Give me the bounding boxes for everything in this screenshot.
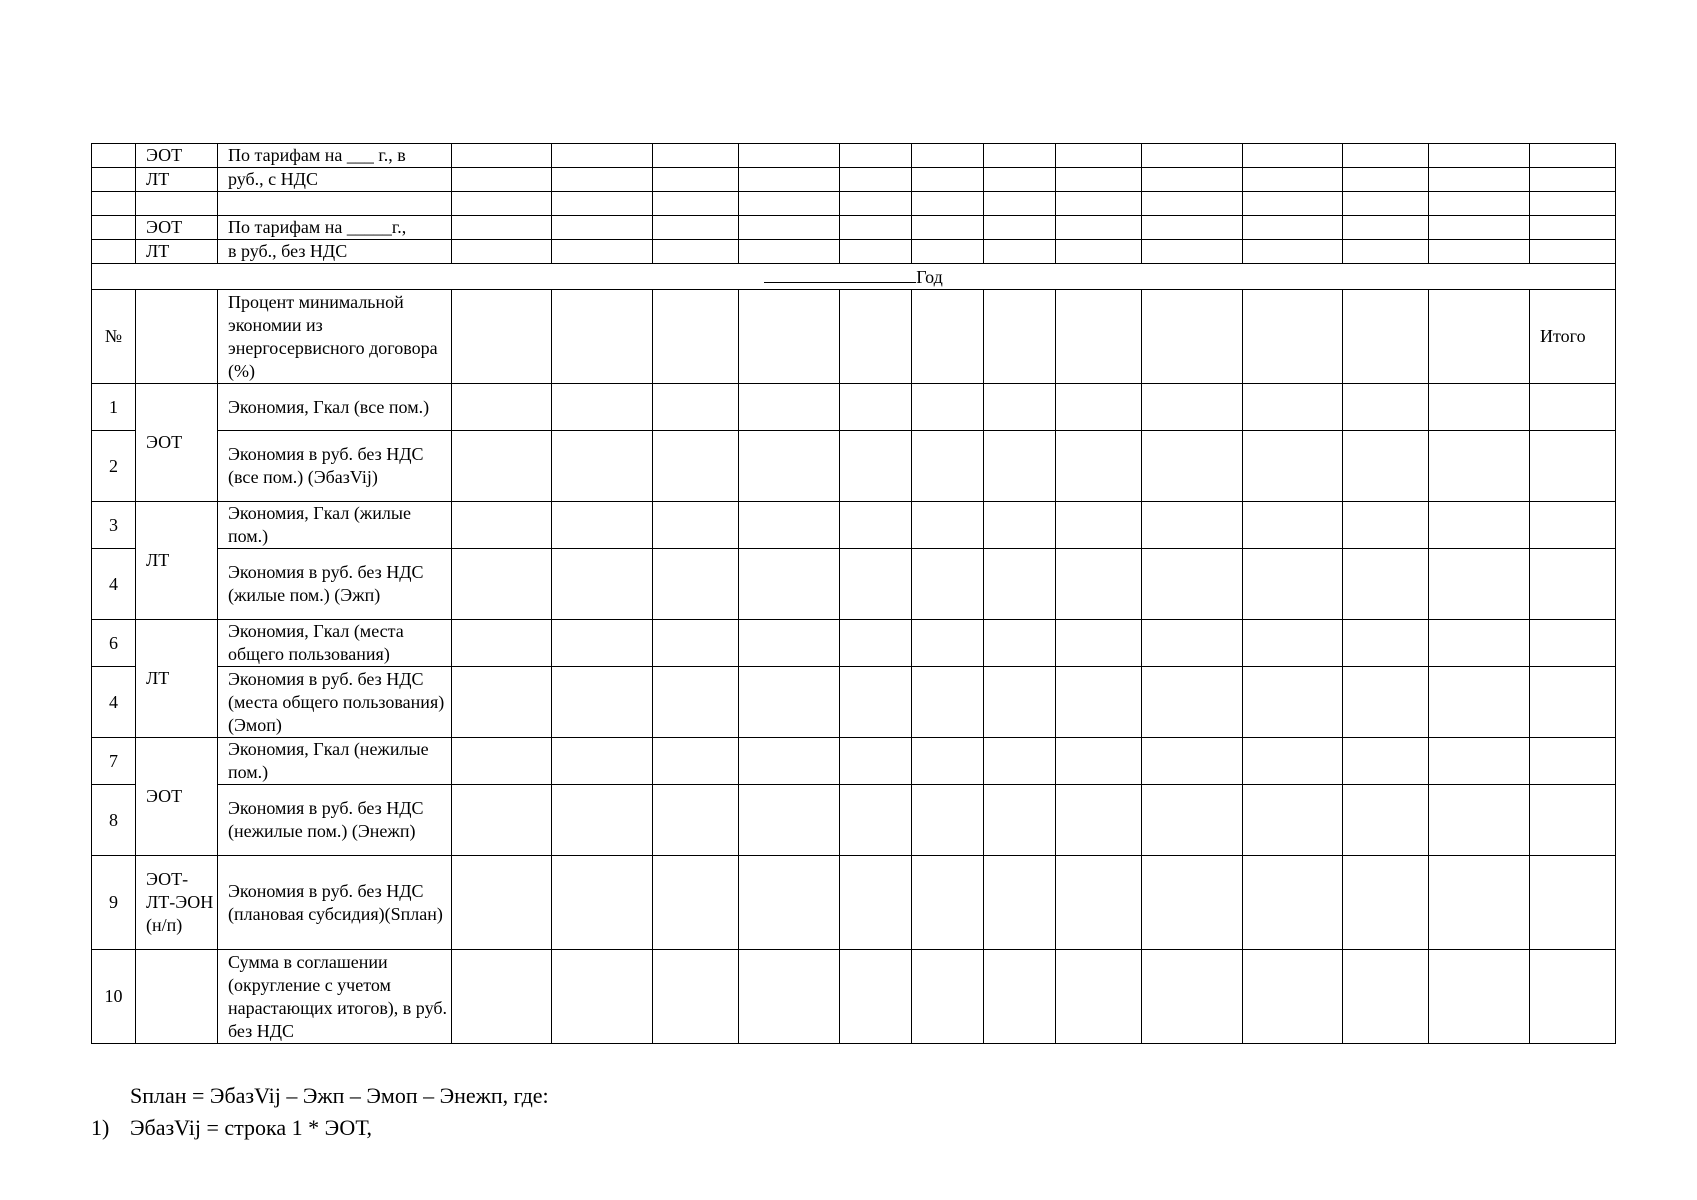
row-value-cell xyxy=(912,431,984,502)
tariff-value-cell xyxy=(653,144,739,168)
row-value-cell xyxy=(1343,620,1429,667)
tariff-value-cell xyxy=(739,216,840,240)
row-value-cell xyxy=(1142,738,1243,785)
row-value-cell xyxy=(1056,620,1142,667)
row-value-cell xyxy=(1142,384,1243,431)
row-value-cell xyxy=(452,502,552,549)
row-type-cell: ЭОТ xyxy=(136,738,218,856)
row-value-cell xyxy=(452,549,552,620)
row-value-cell xyxy=(1343,502,1429,549)
tariff-value-cell xyxy=(1142,240,1243,264)
row-value-cell xyxy=(452,738,552,785)
row-value-cell xyxy=(1243,431,1343,502)
tariff-value-cell xyxy=(552,240,653,264)
row-type-cell xyxy=(136,950,218,1044)
tariff-value-cell xyxy=(1056,144,1142,168)
total-cell xyxy=(1530,192,1616,216)
table-row xyxy=(92,549,1616,620)
tariff-row xyxy=(92,192,1616,216)
row-value-cell xyxy=(552,620,653,667)
row-value-cell xyxy=(739,738,840,785)
tariff-type-cell xyxy=(136,192,218,216)
tariff-value-cell xyxy=(1429,216,1530,240)
row-type-cell: ЛТ xyxy=(136,502,218,620)
table-row xyxy=(92,431,1616,502)
row-value-cell xyxy=(840,738,912,785)
row-num-cell: 2 xyxy=(92,431,136,502)
tariff-value-cell xyxy=(1243,192,1343,216)
row-num-cell: 8 xyxy=(92,785,136,856)
tariff-value-cell xyxy=(1343,192,1429,216)
tariff-value-cell xyxy=(739,192,840,216)
tariff-value-cell xyxy=(452,240,552,264)
row-desc-cell: Экономия, Гкал (жилые пом.) xyxy=(218,502,452,549)
list-item-text: ЭбазVij = строка 1 * ЭОТ, xyxy=(130,1115,373,1140)
row-value-cell xyxy=(552,785,653,856)
row-value-cell xyxy=(1343,738,1429,785)
row-value-cell xyxy=(452,667,552,738)
tariff-value-cell xyxy=(552,144,653,168)
num-cell xyxy=(92,192,136,216)
row-value-cell xyxy=(552,502,653,549)
row-value-cell xyxy=(1243,667,1343,738)
row-value-cell xyxy=(840,431,912,502)
row-desc-cell: Экономия в руб. без НДС (жилые пом.) (Эжп) xyxy=(218,549,452,620)
tariff-value-cell xyxy=(452,168,552,192)
row-value-cell xyxy=(739,667,840,738)
tariff-value-cell xyxy=(984,240,1056,264)
row-value-cell xyxy=(452,384,552,431)
row-value-cell xyxy=(1429,549,1530,620)
tariff-value-cell xyxy=(653,192,739,216)
row-value-cell xyxy=(1429,950,1530,1044)
row-value-cell xyxy=(984,785,1056,856)
list-item-marker: 1) xyxy=(91,1115,110,1140)
tariff-value-cell xyxy=(739,144,840,168)
tariff-value-cell xyxy=(912,192,984,216)
tariff-value-cell xyxy=(1142,144,1243,168)
row-value-cell xyxy=(1243,384,1343,431)
tariff-desc-cell: руб., с НДС xyxy=(218,168,452,192)
tariff-value-cell xyxy=(653,168,739,192)
tariff-value-cell xyxy=(1243,144,1343,168)
row-num-cell: 10 xyxy=(92,950,136,1044)
row-value-cell xyxy=(1243,549,1343,620)
row-value-cell xyxy=(1243,620,1343,667)
row-value-cell xyxy=(1343,431,1429,502)
savings-table-body xyxy=(92,144,1616,1044)
row-value-cell xyxy=(739,384,840,431)
type-header-cell xyxy=(136,290,218,384)
row-value-cell xyxy=(912,950,984,1044)
row-desc-cell: Экономия, Гкал (нежилые пом.) xyxy=(218,738,452,785)
row-value-cell xyxy=(653,549,739,620)
tariff-value-cell xyxy=(1429,240,1530,264)
tariff-value-cell xyxy=(984,192,1056,216)
row-value-cell xyxy=(1429,502,1530,549)
row-value-cell xyxy=(840,856,912,950)
table-row xyxy=(92,384,1616,431)
tariff-value-cell xyxy=(739,168,840,192)
row-num-cell: 3 xyxy=(92,502,136,549)
row-value-cell xyxy=(552,738,653,785)
header-value-cell xyxy=(984,290,1056,384)
row-value-cell xyxy=(1243,950,1343,1044)
row-value-cell xyxy=(984,384,1056,431)
tariff-desc-cell: По тарифам на ___ г., в xyxy=(218,144,452,168)
row-num-cell: 1 xyxy=(92,384,136,431)
list-item xyxy=(91,1115,372,1141)
header-value-cell xyxy=(552,290,653,384)
row-value-cell xyxy=(984,738,1056,785)
table-row xyxy=(92,785,1616,856)
num-header-cell: № xyxy=(92,290,136,384)
row-value-cell xyxy=(653,431,739,502)
tariff-value-cell xyxy=(452,192,552,216)
row-num-cell: 6 xyxy=(92,620,136,667)
row-desc-cell: Экономия в руб. без НДС (нежилые пом.) (Энежп) xyxy=(218,785,452,856)
formula-text: Sплан = ЭбазVij – Эжп – Эмоп – Энежп, где: xyxy=(130,1083,549,1108)
row-value-cell xyxy=(984,431,1056,502)
row-value-cell xyxy=(912,620,984,667)
row-value-cell xyxy=(912,384,984,431)
row-value-cell xyxy=(1429,856,1530,950)
year-row xyxy=(92,264,1616,290)
row-value-cell xyxy=(739,549,840,620)
row-value-cell xyxy=(739,431,840,502)
row-value-cell xyxy=(1429,431,1530,502)
desc-header-cell: Процент минимальной экономии из энергосервисного договора (%) xyxy=(218,290,452,384)
tariff-row xyxy=(92,144,1616,168)
tariff-value-cell xyxy=(1429,192,1530,216)
total-cell xyxy=(1530,431,1616,502)
row-desc-cell: Экономия, Гкал (все пом.) xyxy=(218,384,452,431)
total-cell xyxy=(1530,549,1616,620)
row-value-cell xyxy=(984,549,1056,620)
row-value-cell xyxy=(1142,620,1243,667)
row-value-cell xyxy=(912,667,984,738)
row-value-cell xyxy=(840,502,912,549)
tariff-value-cell xyxy=(1343,240,1429,264)
row-desc-cell: Экономия, Гкал (места общего пользования) xyxy=(218,620,452,667)
row-desc-cell: Экономия в руб. без НДС (места общего пользования) (Эмоп) xyxy=(218,667,452,738)
row-value-cell xyxy=(984,950,1056,1044)
tariff-value-cell xyxy=(912,216,984,240)
row-value-cell xyxy=(912,502,984,549)
table-row xyxy=(92,856,1616,950)
row-value-cell xyxy=(1056,738,1142,785)
num-cell xyxy=(92,240,136,264)
tariff-value-cell xyxy=(984,216,1056,240)
header-value-cell xyxy=(739,290,840,384)
header-value-cell xyxy=(912,290,984,384)
row-value-cell xyxy=(1056,549,1142,620)
tariff-value-cell xyxy=(1343,168,1429,192)
tariff-value-cell xyxy=(1142,192,1243,216)
header-value-cell xyxy=(1343,290,1429,384)
row-value-cell xyxy=(552,667,653,738)
tariff-value-cell xyxy=(840,168,912,192)
table-row xyxy=(92,620,1616,667)
tariff-value-cell xyxy=(1056,168,1142,192)
tariff-value-cell xyxy=(552,168,653,192)
row-value-cell xyxy=(840,785,912,856)
tariff-value-cell xyxy=(1142,216,1243,240)
tariff-value-cell xyxy=(1056,192,1142,216)
row-value-cell xyxy=(1343,549,1429,620)
row-value-cell xyxy=(452,950,552,1044)
tariff-value-cell xyxy=(452,216,552,240)
row-value-cell xyxy=(984,620,1056,667)
row-value-cell xyxy=(912,738,984,785)
row-value-cell xyxy=(840,950,912,1044)
total-header-cell: Итого xyxy=(1530,290,1616,384)
table-row xyxy=(92,502,1616,549)
tariff-value-cell xyxy=(912,144,984,168)
row-value-cell xyxy=(984,502,1056,549)
row-value-cell xyxy=(1343,856,1429,950)
header-value-cell xyxy=(1056,290,1142,384)
row-value-cell xyxy=(1056,384,1142,431)
row-value-cell xyxy=(912,785,984,856)
total-cell xyxy=(1530,240,1616,264)
tariff-value-cell xyxy=(739,240,840,264)
row-value-cell xyxy=(1056,667,1142,738)
total-cell xyxy=(1530,950,1616,1044)
row-type-cell: ЛТ xyxy=(136,620,218,738)
row-value-cell xyxy=(1343,667,1429,738)
row-value-cell xyxy=(840,549,912,620)
row-type-cell: ЭОТ-ЛТ-ЭОН (н/п) xyxy=(136,856,218,950)
tariff-value-cell xyxy=(984,144,1056,168)
row-value-cell xyxy=(1056,856,1142,950)
row-desc-cell: Экономия в руб. без НДС (плановая субсидия)(Sплан) xyxy=(218,856,452,950)
row-value-cell xyxy=(653,738,739,785)
row-value-cell xyxy=(653,950,739,1044)
row-value-cell xyxy=(912,549,984,620)
tariff-desc-cell xyxy=(218,192,452,216)
row-value-cell xyxy=(840,384,912,431)
tariff-value-cell xyxy=(452,144,552,168)
total-cell xyxy=(1530,384,1616,431)
row-value-cell xyxy=(1142,431,1243,502)
row-value-cell xyxy=(653,856,739,950)
tariff-value-cell xyxy=(653,216,739,240)
tariff-value-cell xyxy=(1056,216,1142,240)
row-value-cell xyxy=(452,620,552,667)
row-value-cell xyxy=(739,620,840,667)
row-value-cell xyxy=(653,785,739,856)
row-num-cell: 4 xyxy=(92,667,136,738)
tariff-value-cell xyxy=(1142,168,1243,192)
row-value-cell xyxy=(653,502,739,549)
row-value-cell xyxy=(452,856,552,950)
row-value-cell xyxy=(1142,502,1243,549)
num-cell xyxy=(92,216,136,240)
table-row xyxy=(92,738,1616,785)
row-value-cell xyxy=(1243,502,1343,549)
tariff-value-cell xyxy=(1243,216,1343,240)
header-row xyxy=(92,290,1616,384)
row-value-cell xyxy=(1056,785,1142,856)
header-value-cell xyxy=(452,290,552,384)
row-value-cell xyxy=(1142,856,1243,950)
tariff-type-cell: ЭОТ xyxy=(136,144,218,168)
row-value-cell xyxy=(739,856,840,950)
row-num-cell: 4 xyxy=(92,549,136,620)
total-cell xyxy=(1530,856,1616,950)
row-value-cell xyxy=(1056,950,1142,1044)
tariff-row xyxy=(92,168,1616,192)
tariff-desc-cell: в руб., без НДС xyxy=(218,240,452,264)
row-value-cell xyxy=(1343,384,1429,431)
tariff-value-cell xyxy=(1429,144,1530,168)
row-num-cell: 9 xyxy=(92,856,136,950)
row-value-cell xyxy=(1056,431,1142,502)
row-value-cell xyxy=(1429,667,1530,738)
row-value-cell xyxy=(552,856,653,950)
row-value-cell xyxy=(653,384,739,431)
header-value-cell xyxy=(653,290,739,384)
tariff-value-cell xyxy=(912,240,984,264)
tariff-value-cell xyxy=(552,216,653,240)
header-value-cell xyxy=(840,290,912,384)
tariff-value-cell xyxy=(840,192,912,216)
tariff-value-cell xyxy=(653,240,739,264)
row-value-cell xyxy=(984,856,1056,950)
tariff-value-cell xyxy=(1243,240,1343,264)
tariff-value-cell xyxy=(984,168,1056,192)
row-value-cell xyxy=(739,950,840,1044)
row-value-cell xyxy=(1243,738,1343,785)
row-value-cell xyxy=(739,502,840,549)
row-value-cell xyxy=(739,785,840,856)
tariff-type-cell: ЭОТ xyxy=(136,216,218,240)
table-row xyxy=(92,667,1616,738)
row-value-cell xyxy=(984,667,1056,738)
total-cell xyxy=(1530,502,1616,549)
row-value-cell xyxy=(452,785,552,856)
tariff-value-cell xyxy=(1343,144,1429,168)
row-value-cell xyxy=(452,431,552,502)
row-value-cell xyxy=(1142,667,1243,738)
tariff-value-cell xyxy=(840,144,912,168)
year-label: Год xyxy=(916,267,943,287)
row-value-cell xyxy=(912,856,984,950)
row-value-cell xyxy=(1343,785,1429,856)
row-value-cell xyxy=(653,620,739,667)
row-value-cell xyxy=(1429,785,1530,856)
tariff-value-cell xyxy=(1429,168,1530,192)
header-value-cell xyxy=(1142,290,1243,384)
row-value-cell xyxy=(1429,384,1530,431)
row-value-cell xyxy=(1142,950,1243,1044)
row-value-cell xyxy=(653,667,739,738)
row-type-cell: ЭОТ xyxy=(136,384,218,502)
header-value-cell xyxy=(1429,290,1530,384)
table-row xyxy=(92,950,1616,1044)
row-value-cell xyxy=(1429,738,1530,785)
total-cell xyxy=(1530,144,1616,168)
tariff-value-cell xyxy=(1243,168,1343,192)
row-desc-cell: Сумма в соглашении (округление с учетом нарастающих итогов), в руб. без НДС xyxy=(218,950,452,1044)
tariff-value-cell xyxy=(1056,240,1142,264)
header-value-cell xyxy=(1243,290,1343,384)
tariff-value-cell xyxy=(552,192,653,216)
total-cell xyxy=(1530,738,1616,785)
total-cell xyxy=(1530,667,1616,738)
num-cell xyxy=(92,168,136,192)
tariff-type-cell: ЛТ xyxy=(136,168,218,192)
year-blank-line xyxy=(764,264,916,283)
row-value-cell xyxy=(840,620,912,667)
total-cell xyxy=(1530,216,1616,240)
row-value-cell xyxy=(552,950,653,1044)
row-value-cell xyxy=(1243,856,1343,950)
row-value-cell xyxy=(552,384,653,431)
row-value-cell xyxy=(1056,502,1142,549)
savings-table xyxy=(91,143,1616,1044)
row-num-cell: 7 xyxy=(92,738,136,785)
row-desc-cell: Экономия в руб. без НДС (все пом.) (ЭбазVij) xyxy=(218,431,452,502)
row-value-cell xyxy=(552,431,653,502)
total-cell xyxy=(1530,785,1616,856)
row-value-cell xyxy=(1429,620,1530,667)
tariff-desc-cell: По тарифам на _____г., xyxy=(218,216,452,240)
tariff-value-cell xyxy=(840,216,912,240)
tariff-value-cell xyxy=(912,168,984,192)
row-value-cell xyxy=(1343,950,1429,1044)
num-cell xyxy=(92,144,136,168)
total-cell xyxy=(1530,168,1616,192)
tariff-type-cell: ЛТ xyxy=(136,240,218,264)
tariff-value-cell xyxy=(1343,216,1429,240)
total-cell xyxy=(1530,620,1616,667)
tariff-row xyxy=(92,216,1616,240)
tariff-row xyxy=(92,240,1616,264)
row-value-cell xyxy=(1243,785,1343,856)
row-value-cell xyxy=(1142,785,1243,856)
tariff-value-cell xyxy=(840,240,912,264)
row-value-cell xyxy=(840,667,912,738)
row-value-cell xyxy=(1142,549,1243,620)
row-value-cell xyxy=(552,549,653,620)
year-cell xyxy=(92,264,1616,290)
